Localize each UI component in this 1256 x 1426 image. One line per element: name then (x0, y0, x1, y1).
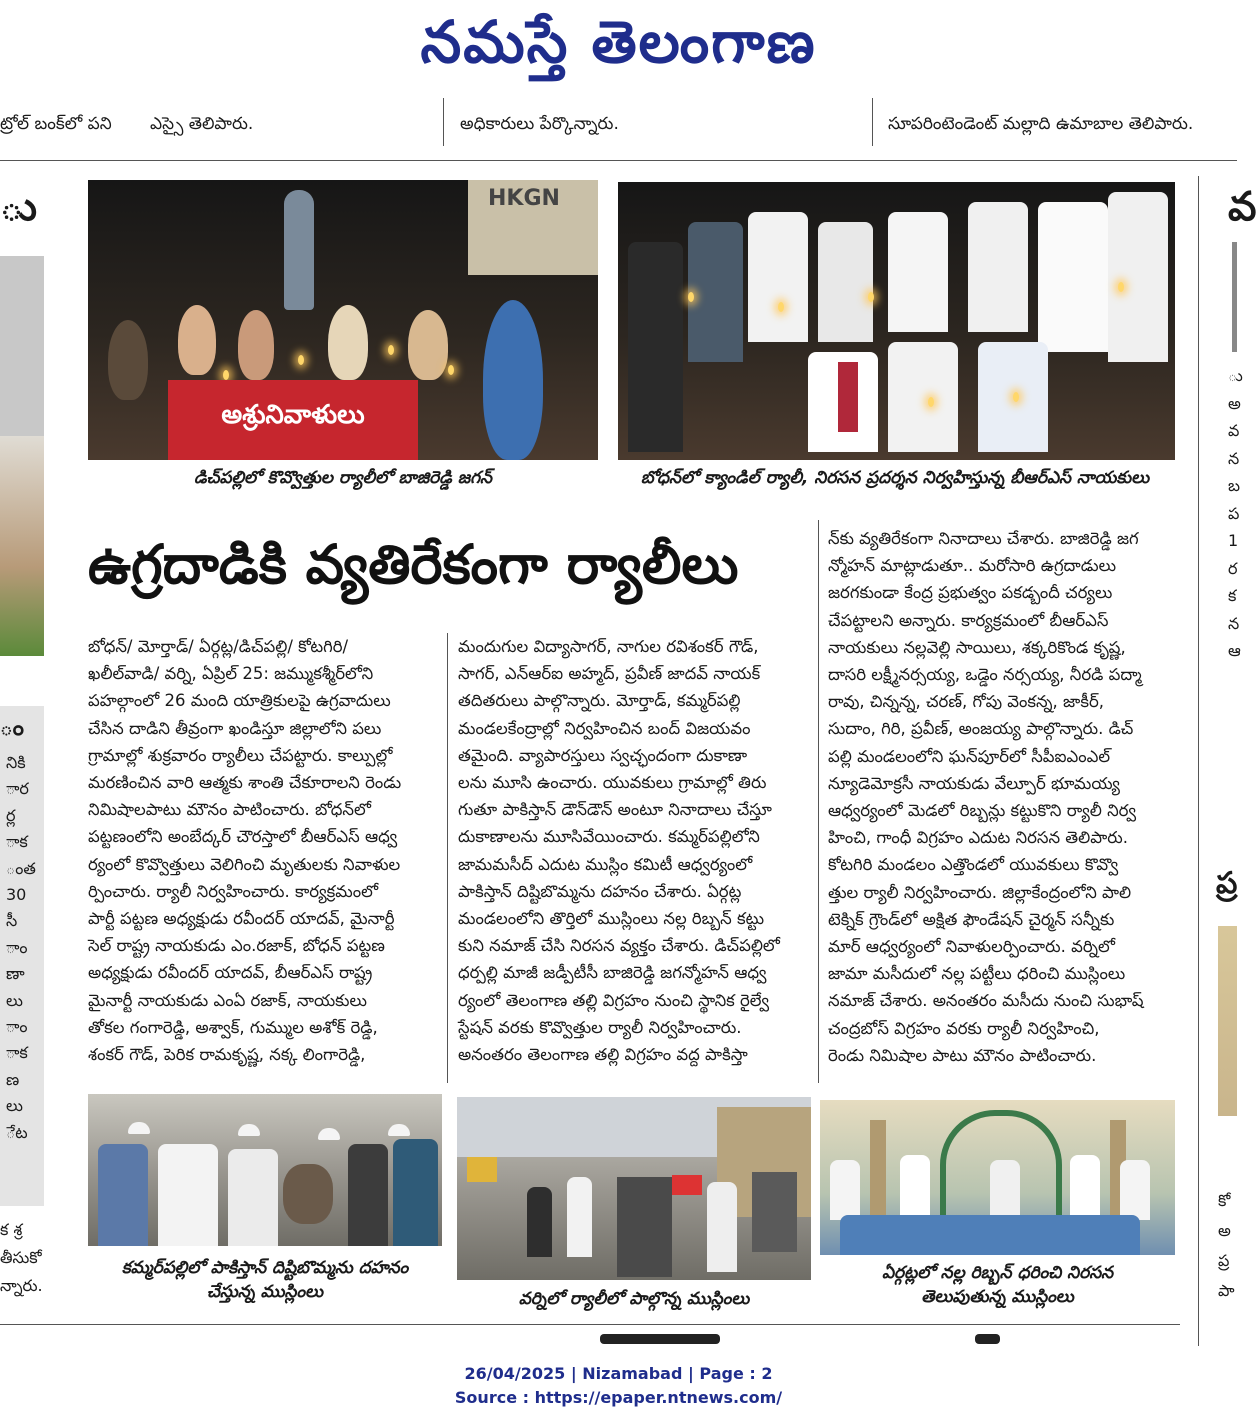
person-shape (228, 1149, 278, 1246)
horizontal-rule (0, 160, 1237, 161)
right-edge-column (1198, 176, 1256, 1346)
person-shape (178, 305, 216, 375)
placard-shape (752, 1172, 797, 1252)
footer-band (0, 1348, 1237, 1426)
person-shape (990, 1160, 1020, 1220)
effigy-shape (283, 1164, 333, 1224)
flag-shape (672, 1175, 702, 1195)
photo3-caption (88, 1256, 442, 1304)
article-line: న్మోహన్ మాట్లాడుతూ.. మరోసారి ఉగ్రదాడులు (828, 556, 1117, 576)
article-line: దుకాణాలను మూసివేయించారు. కమ్మర్‌పల్లిలోని (458, 827, 760, 847)
candle-flame (868, 292, 874, 302)
article-line: పల్లి మండలంలోని ఘన్‌పూర్‌లో సీపీఐఎంఎల్ (828, 746, 1111, 766)
article-line: తదితరులు పాల్గొన్నారు. మోర్తాడ్, కమ్మర్‌పల్లి (458, 691, 741, 711)
article-line: మందుగుల విద్యాసాగర్, నాగుల రవిశంకర్ గౌడ్, (458, 637, 759, 656)
person-shape (393, 1139, 438, 1246)
skullcap-shape (388, 1124, 410, 1136)
article-column-1 (88, 633, 438, 1068)
person-shape (818, 222, 873, 342)
placard-shape (617, 1177, 672, 1277)
article-line: మైనార్టీ నాయకుడు ఎంఏ రజాక్, నాయకులు (88, 990, 367, 1010)
left-edge-line: లు (6, 1096, 23, 1116)
right-edge-line: 1 (1228, 531, 1239, 550)
person-shape (328, 305, 368, 380)
article-line: రావు, చిన్నన్న, చరణ్, గోపు వెంకన్న, జాకీర్, (828, 692, 1104, 712)
left-edge-bottom (0, 1216, 43, 1300)
person-shape (1038, 202, 1108, 352)
banner-tribute: అశ్రునివాళులు (168, 380, 418, 460)
photo3-caption-line2: చేస్తున్న ముస్లింలు (207, 1282, 323, 1302)
article-line: నిమిషాలపాటు మౌనం పాటించారు. బోధన్‌లో (88, 800, 371, 820)
candle-flame (1118, 282, 1124, 292)
left-edge-line: సీ (6, 911, 18, 931)
left-edge-line: ణా (6, 964, 25, 984)
candle-flame (448, 365, 454, 375)
candle-flame (688, 292, 694, 302)
right-edge-photo (1232, 242, 1237, 352)
person-shape (108, 320, 148, 400)
article-line: బోధన్/ మోర్తాడ్/ ఏర్గట్ల/డిచ్‌పల్లి/ కోటగిరి/ (88, 637, 349, 656)
photo2-caption: బోధన్‌లో క్యాండిల్ ర్యాలీ, నిరసన ప్రదర్శన నిర్వహిస్తున్న బీఆర్‌ఎస్ నాయకులు (640, 468, 1150, 488)
article-line: పహల్గాంలో 26 మంది యాత్రికులపై ఉగ్రవాదులు (88, 691, 391, 711)
scarf-shape (838, 362, 858, 432)
right-edge-line: కో (1218, 1191, 1231, 1210)
top-strip-col4: సూపరింటెండెంట్ మల్లాది ఉమాబాల తెలిపారు. (888, 114, 1194, 134)
skullcap-shape (318, 1128, 340, 1140)
article-line: జామమసీద్ ఎదుట ముస్లిం కమిటీ ఆధ్వర్యంలో (458, 854, 753, 874)
photo4-caption: వర్నిలో ర్యాలీలో పాల్గొన్న ముస్లింలు (518, 1289, 750, 1309)
article-line: సాగర్, ఎన్‌ఆర్‌ఐ అహ్మద్, ప్రవీణ్ జాదవ్ నాయక్ (458, 664, 761, 684)
right-edge-line: ు (1228, 366, 1243, 385)
article-line: కోటగిరి మండలం ఎత్తొండలో యువకులు కొవ్వొ (828, 855, 1119, 875)
masthead-title: నమస్తే తెలంగాణ (420, 8, 817, 76)
article-line: రెండు నిమిషాల పాటు మౌనం పాటించారు. (828, 1045, 1097, 1065)
article-line: మండలంలోని తొర్తిలో ముస్లింలు నల్ల రిబ్బన్ కట్టు (458, 909, 765, 929)
article-line: టెక్నిక్ గ్రౌండ్‌లో అక్షిత ఫౌండేషన్ చైర్మన్ సన్నీకు (828, 909, 1115, 929)
person-shape (628, 242, 683, 452)
right-edge-line: ప్ర (1218, 1251, 1230, 1270)
footer-source: Source : https://epaper.ntnews.com/ (454, 1388, 783, 1407)
person-shape (830, 1160, 860, 1220)
right-edge-line: బ (1228, 476, 1241, 495)
skullcap-shape (128, 1122, 150, 1134)
auto-shape (467, 1157, 497, 1182)
article-line: సుదాం, గిరి, ప్రవీణ్, అంజయ్య పాల్గొన్నారు. డిచ్ (828, 719, 1134, 739)
article-line: పట్టణంలోని అంబేద్కర్ చౌరస్తాలో బీఆర్‌ఎస్ ఆధ్వ (88, 827, 398, 847)
candle-flame (223, 370, 229, 380)
left-edge-line: నికి (6, 753, 26, 772)
article-line: శంకర్ గౌడ్, పెరిక రామకృష్ణ, నక్క లింగారెడ్డి, (88, 1045, 366, 1065)
left-edge-line: క శ్ర (0, 1220, 23, 1239)
right-edge-subhead: ప్ర (1216, 866, 1238, 901)
column-divider (443, 98, 444, 146)
right-edge-photo (1218, 926, 1237, 1116)
right-edge-line: ఆ (1228, 641, 1241, 660)
photo-varni-rally (457, 1097, 811, 1280)
right-edge-line: పా (1218, 1281, 1235, 1300)
left-edge-photo (0, 436, 44, 656)
photo-dichpally-candle-rally (88, 180, 598, 460)
article-line: తమైంది. వ్యాపారస్తులు స్వచ్ఛందంగా దుకాణా (458, 745, 748, 765)
person-shape (483, 300, 543, 460)
article-line: గుతూ పాకిస్తాన్ డౌన్‌డౌన్ అంటూ నినాదాలు చేస్తూ (458, 800, 772, 820)
right-edge-line: న (1228, 448, 1240, 468)
left-edge-subhead: ం (0, 716, 24, 741)
person-shape (888, 342, 958, 452)
right-edge-line: అ (1228, 393, 1241, 413)
column-divider (818, 520, 819, 1083)
article-line: నమాజ్ చేశారు. అనంతరం మసీదు నుంచి సుభాష్ (828, 991, 1144, 1011)
article-column-2 (458, 633, 808, 1068)
left-edge-line: ంత (6, 858, 36, 878)
article-line: ర్పించారు. ర్యాలీ నిర్వహించారు. కార్యక్రమంలో (88, 881, 379, 901)
left-edge-line: తీసుకో (0, 1248, 42, 1267)
article-line: స్టేషన్ వరకు కొవ్వొత్తుల ర్యాలీ నిర్వహించారు. (458, 1017, 742, 1037)
article-line: జరగకుండా కేంద్ర ప్రభుత్వం పకడ్బందీ చర్యలు (828, 583, 1113, 603)
statue-shape (284, 190, 314, 310)
right-edge-heading: వ (1228, 184, 1256, 230)
left-edge-line: ర్ల (6, 805, 16, 825)
person-shape (707, 1182, 737, 1272)
person-shape (158, 1144, 218, 1246)
person-shape (748, 212, 808, 342)
top-strip-col1: ట్రోల్ బంక్‌లో పని (0, 114, 112, 134)
photo1-caption: డిచ్‌పల్లిలో కొవ్వొత్తుల ర్యాలీలో బాజిరెడ్డి జగన్ (194, 468, 492, 488)
article-headline: ఉగ్రదాడికి వ్యతిరేకంగా ర్యాలీలు (88, 533, 739, 596)
article-line: మార్ ఆధ్వర్యంలో నివాళులర్పించారు. వర్నిలో (828, 937, 1115, 957)
top-strip-col2: ఎస్సై తెలిపారు. (150, 114, 254, 134)
photo5-caption (820, 1261, 1175, 1309)
person-shape (1108, 192, 1168, 362)
left-edge-line: లు (6, 990, 23, 1010)
right-edge-line: న (1228, 613, 1240, 633)
article-line: లను మూసి ఉంచారు. యువకులు గ్రామాల్లో తిరు (458, 773, 767, 793)
article-line: చేపట్టాలని అన్నారు. కార్యక్రమంలో బీఆర్‌ఎస్ (828, 610, 1109, 630)
article-line: పార్టీ పట్టణ అధ్యక్షుడు రవీందర్ యాదవ్, మైనార్టీ (88, 909, 395, 929)
seated-row-shape (840, 1215, 1140, 1255)
left-edge-line: ణ (6, 1069, 20, 1089)
article-column-3 (828, 525, 1178, 1069)
candle-flame (928, 397, 934, 407)
left-edge-line: ాక (6, 1043, 28, 1063)
photo3-caption-line1: కమ్మర్‌పల్లిలో పాకిస్తాన్ దిష్టిబొమ్మను దహనం (121, 1258, 409, 1278)
person-shape (527, 1187, 552, 1257)
article-line: అనంతరం తెలంగాణ తల్లి విగ్రహం వద్ద పాకిస్తా (458, 1045, 748, 1065)
article-line: దాసరి లక్ష్మీనర్సయ్య, ఒడ్డెం నర్సయ్య, నీరడి పద్మా (828, 665, 1142, 685)
left-edge-line: 30 (6, 885, 27, 905)
next-headline-fragment (975, 1334, 1000, 1344)
article-line: మరణించిన వారి ఆత్మకు శాంతి చేకూరాలని రెండు (88, 773, 402, 793)
left-edge-line: ేట (6, 1122, 28, 1142)
column-divider (447, 633, 448, 1083)
article-line: చంద్రబోస్ విగ్రహం వరకు ర్యాలీ నిర్వహించి, (828, 1018, 1100, 1038)
right-edge-line: ర (1228, 558, 1238, 578)
article-line: చేసిన దాడిని తీవ్రంగా ఖండిస్తూ జిల్లాలోని పలు (88, 718, 382, 738)
article-line: తోకల గంగారెడ్డి, అశ్వాక్, గుమ్ముల అశోక్ రెడ్డి, (88, 1017, 378, 1037)
column-divider (872, 98, 873, 146)
article-line: ధర్పల్లి మాజీ జడ్పీటీసీ బాజిరెడ్డి జగన్మోహన్ ఆధ్వ (458, 963, 767, 983)
left-edge-line: న్నారు. (0, 1276, 43, 1295)
right-edge-bottom (1218, 1186, 1235, 1306)
person-shape (348, 1144, 388, 1246)
person-shape (408, 310, 448, 380)
photo-kammarpally-effigy (88, 1094, 442, 1246)
left-edge-line: ార (6, 779, 29, 799)
article-line: జామా మసీదులో నల్ల పట్టీలు ధరించి ముస్లింలు (828, 964, 1126, 984)
left-edge-line: ాక (6, 832, 28, 852)
column-divider (1198, 176, 1199, 1346)
article-line: మండలకేంద్రాల్లో నిర్వహించిన బంద్ విజయవం (458, 718, 751, 738)
article-line: ఖలీల్‌వాడి/ వర్ని, ఏప్రిల్ 25: జమ్ముకశ్మీర్‌లోని (88, 664, 374, 684)
top-strip-col3: అధికారులు పేర్కొన్నారు. (460, 114, 619, 134)
person-shape (1120, 1160, 1150, 1220)
candle-flame (1013, 392, 1019, 402)
right-edge-line: క (1228, 586, 1237, 605)
left-edge-column (0, 176, 44, 1346)
article-line: త్తుల ర్యాలీ నిర్వహించారు. జిల్లాకేంద్రంలోని పాలి (828, 882, 1132, 902)
next-headline-fragment (600, 1334, 720, 1344)
article-line: అధ్యక్షుడు రవీందర్ యాదవ్, బీఆర్‌ఎస్ రాష్ట్ర (88, 963, 373, 983)
shop-signboard (468, 180, 598, 275)
person-shape (888, 212, 948, 332)
person-shape (968, 202, 1028, 332)
photo5-caption-line2: తెలుపుతున్న ముస్లింలు (921, 1287, 1074, 1307)
candle-flame (778, 302, 784, 312)
photo5-caption-line1: ఏర్గట్లలో నల్ల రిబ్బన్ ధరించి నిరసన (881, 1263, 1114, 1283)
photo-bodhan-candle-rally (618, 182, 1175, 460)
sign-text: HKGN (488, 186, 560, 211)
left-edge-lines (6, 750, 36, 1146)
skullcap-shape (238, 1124, 260, 1136)
article-line: ర్యంలో తెలంగాణ తల్లి విగ్రహం నుంచి స్థానిక రైల్వే (458, 990, 770, 1010)
right-edge-lines (1228, 362, 1243, 665)
person-shape (1070, 1155, 1100, 1220)
person-shape (98, 1144, 148, 1246)
article-line: కుని నమాజ్ చేసి నిరసన వ్యక్తం చేశారు. డిచ్‌పల్లిలో (458, 936, 780, 956)
right-edge-line: అ (1218, 1221, 1231, 1240)
person-shape (900, 1155, 930, 1220)
person-shape (567, 1177, 592, 1257)
article-line: పాకిస్తాన్ దిష్టిబొమ్మను దహనం చేశారు. ఏర్గట్ల (458, 881, 742, 901)
horizontal-rule (0, 1324, 1180, 1325)
article-line: నాయకులు నల్లవెల్లి సాయిలు, శక్కరికొండ కృష్ణ, (828, 637, 1126, 657)
article-line: ఆధ్వర్యంలో మెడలో రిబ్బన్లు కట్టుకొని ర్యాలీ నిర్వ (828, 801, 1137, 821)
article-line: న్‌కు వ్యతిరేకంగా నినాదాలు చేశారు. బాజిరెడ్డి జగ (828, 529, 1139, 548)
person-shape (688, 222, 743, 362)
article-line: గ్రామాల్లో శుక్రవారం ర్యాలీలు చేపట్టారు. కాల్పుల్లో (88, 745, 393, 765)
right-edge-line: వ (1228, 421, 1240, 440)
article-line: సెల్ రాష్ట్ర నాయకుడు ఎం.రజాక్, బోధన్ పట్టణ (88, 936, 385, 956)
left-edge-line: ాం (6, 937, 28, 957)
article-line: ర్యంలో కొవ్వొత్తులు వెలిగించి మృతులకు నివాళుల (88, 854, 401, 874)
right-edge-line: ప (1228, 503, 1240, 523)
footer-date-edition: 26/04/2025 | Nizamabad | Page : 2 (464, 1364, 773, 1383)
left-edge-heading: ు (0, 184, 37, 230)
article-line: న్యూడెమోక్రసీ నాయకుడు వేల్పూర్ భూమయ్య (828, 773, 1120, 793)
article-line: హించి, గాంధీ విగ్రహం ఎదుట నిరసన తెలిపారు. (828, 828, 1128, 848)
photo-yergatla-prayer (820, 1100, 1175, 1255)
candle-flame (388, 345, 394, 355)
person-shape (238, 310, 274, 380)
left-edge-line: ాం (6, 1017, 28, 1037)
candle-flame (298, 355, 304, 365)
